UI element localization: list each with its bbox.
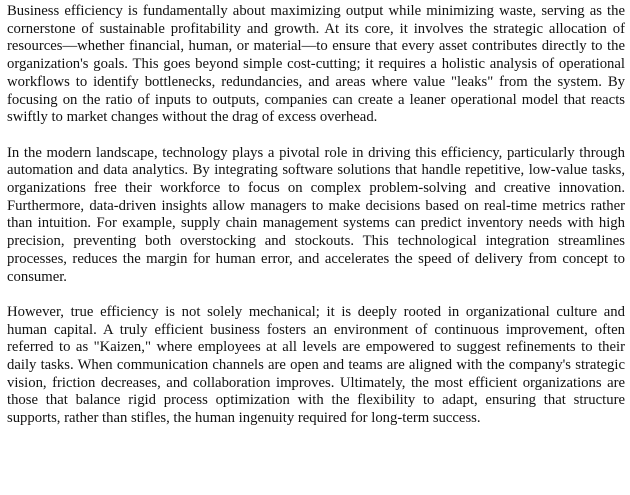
paragraph-technology-role: In the modern landscape, technology plays a pivotal role in driving this efficiency, particularly through automation and data analytics. By integrating software solutions that handle repetitive, low-value tasks, organizations free their workforce to focus on complex problem-solving and creative innovation. Furthermore, data-driven insights allow managers to make decisions based on real-time metrics rather than intuition. For example, supply chain management systems can predict inventory needs with high precision, preventing both overstocking and stockouts. This technological integration streamlines processes, reduces the margin for human error, and accelerates the speed of delivery from concept to consumer. (7, 144, 625, 285)
paragraph-culture-human-capital: However, true efficiency is not solely mechanical; it is deeply rooted in organizational culture and human capital. A truly efficient business fosters an environment of continuous improvement, often referred to as "Kaizen," where employees at all levels are empowered to suggest refinements to their daily tasks. When communication channels are open and teams are aligned with the company's strategic vision, friction decreases, and collaboration improves. Ultimately, the most efficient organizations are those that balance rigid process optimization with the flexibility to adapt, ensuring that structure supports, rather than stifles, the human ingenuity required for long-term success. (7, 303, 625, 427)
paragraph-efficiency-definition: Business efficiency is fundamentally about maximizing output while minimizing waste, serving as the cornerstone of sustainable profitability and growth. At its core, it involves the strategic allocation of resources—whether financial, human, or material—to ensure that every asset contributes directly to the organization's goals. This goes beyond simple cost-cutting; it requires a holistic analysis of operational workflows to identify bottlenecks, redundancies, and areas where value "leaks" from the system. By focusing on the ratio of inputs to outputs, companies can create a leaner operational model that reacts swiftly to market changes without the drag of excess overhead. (7, 3, 625, 126)
document-body (7, 3, 625, 428)
